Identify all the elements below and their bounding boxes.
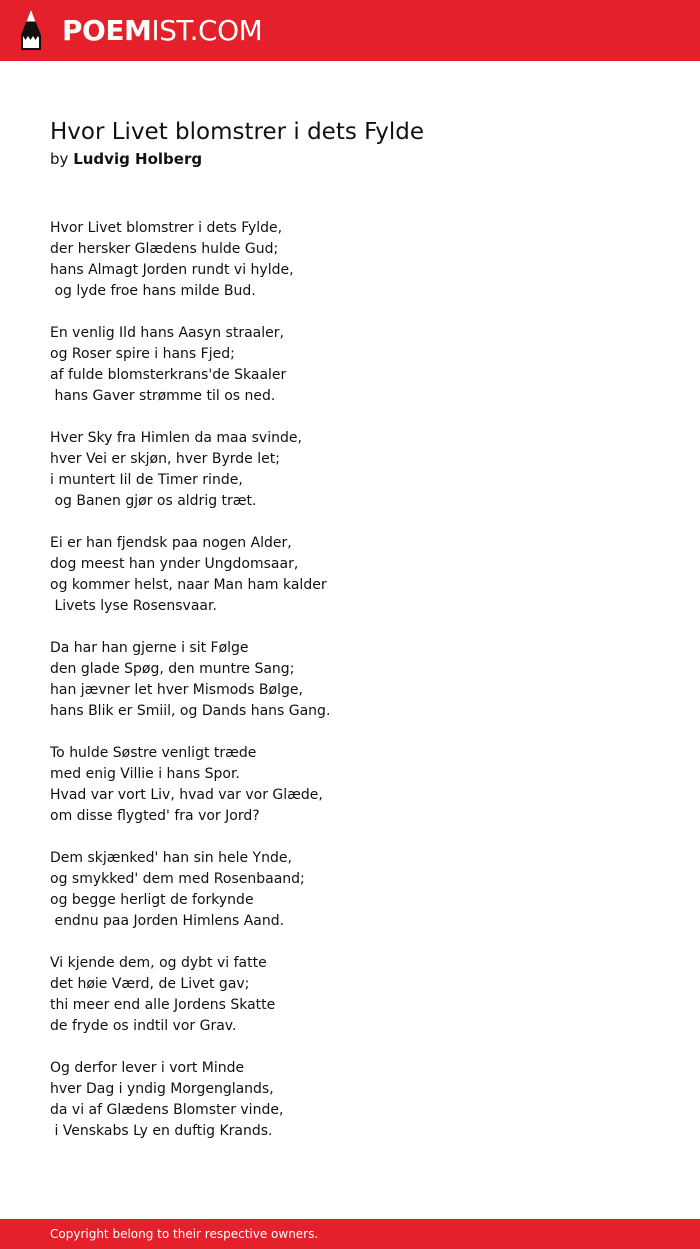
- poem-line: og smykked' dem med Rosenbaand;: [50, 871, 305, 887]
- stanza: [50, 638, 650, 722]
- poem-line: af fulde blomsterkrans'de Skaaler: [50, 367, 287, 383]
- poem-line: Hvor Livet blomstrer i dets Fylde,: [50, 220, 283, 236]
- poem-line: hans Almagt Jorden rundt vi hylde,: [50, 262, 294, 278]
- brand-light-text: IST.COM: [151, 14, 263, 47]
- pencil-tip-icon[interactable]: [17, 9, 45, 51]
- stanza: [50, 848, 650, 932]
- stanza: [50, 953, 650, 1037]
- poem-line: Hver Sky fra Himlen da maa svinde,: [50, 430, 302, 446]
- poem-line: Livets lyse Rosensvaar.: [50, 598, 217, 614]
- poem-line: han jævner let hver Mismods Bølge,: [50, 682, 303, 698]
- poem-line: hans Gaver strømme til os ned.: [50, 388, 276, 404]
- poem-line: Hvad var vort Liv, hvad var vor Glæde,: [50, 787, 323, 803]
- stanza: [50, 1058, 650, 1142]
- stanza: [50, 428, 650, 512]
- stanza: [50, 743, 650, 827]
- poem-line: Ei er han fjendsk paa nogen Alder,: [50, 535, 292, 551]
- poem-line: i Venskabs Ly en duftig Krands.: [50, 1123, 273, 1139]
- poem-line: de fryde os indtil vor Grav.: [50, 1018, 237, 1034]
- site-logo[interactable]: [62, 11, 262, 51]
- poem-line: dog meest han ynder Ungdomsaar,: [50, 556, 299, 572]
- poem-line: med enig Villie i hans Spor.: [50, 766, 240, 782]
- byline: [50, 149, 202, 169]
- site-header: [0, 0, 700, 61]
- poem-line: det høie Værd, de Livet gav;: [50, 976, 250, 992]
- poem-line: En venlig Ild hans Aasyn straaler,: [50, 325, 284, 341]
- poem-line: om disse flygted' fra vor Jord?: [50, 808, 260, 824]
- poem-line: To hulde Søstre venligt træde: [50, 745, 257, 761]
- poem-line: endnu paa Jorden Himlens Aand.: [50, 913, 285, 929]
- author-name: Ludvig Holberg: [73, 150, 203, 168]
- poem-body: [50, 218, 650, 1163]
- stanza: [50, 323, 650, 407]
- poem-line: hver Dag i yndig Morgenglands,: [50, 1081, 274, 1097]
- poem-line: og Roser spire i hans Fjed;: [50, 346, 235, 362]
- site-footer: [0, 1219, 700, 1249]
- poem-line: thi meer end alle Jordens Skatte: [50, 997, 276, 1013]
- poem-line: hans Blik er Smiil, og Dands hans Gang.: [50, 703, 331, 719]
- stanza: [50, 533, 650, 617]
- poem-line: Da har han gjerne i sit Følge: [50, 640, 249, 656]
- brand-bold-text: POEM: [62, 14, 152, 47]
- poem-line: i muntert Iil de Timer rinde,: [50, 472, 243, 488]
- poem-line: og begge herligt de forkynde: [50, 892, 254, 908]
- poem-line: da vi af Glædens Blomster vinde,: [50, 1102, 284, 1118]
- poem-title: Hvor Livet blomstrer i dets Fylde: [50, 119, 425, 145]
- poem-line: Dem skjænked' han sin hele Ynde,: [50, 850, 292, 866]
- copyright-text: Copyright belong to their respective owners.: [50, 1227, 319, 1241]
- poem-line: der hersker Glædens hulde Gud;: [50, 241, 279, 257]
- stanza: [50, 218, 650, 302]
- by-label: by: [50, 150, 69, 168]
- poem-line: og lyde froe hans milde Bud.: [50, 283, 256, 299]
- poem-line: hver Vei er skjøn, hver Byrde let;: [50, 451, 280, 467]
- poem-line: og kommer helst, naar Man ham kalder: [50, 577, 327, 593]
- poem-line: Vi kjende dem, og dybt vi fatte: [50, 955, 267, 971]
- poem-line: den glade Spøg, den muntre Sang;: [50, 661, 295, 677]
- poem-line: og Banen gjør os aldrig træt.: [50, 493, 257, 509]
- poem-line: Og derfor lever i vort Minde: [50, 1060, 245, 1076]
